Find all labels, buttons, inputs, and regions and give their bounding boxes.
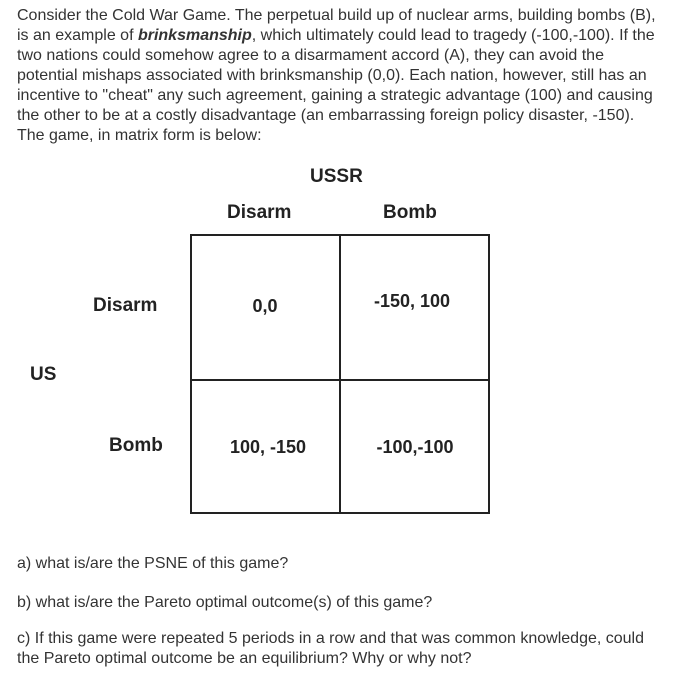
row-label-disarm: Disarm <box>93 295 158 316</box>
row-player-label: US <box>30 364 57 385</box>
question-c: c) If this game were repeated 5 periods in a row and that was common knowledge, could the Pareto optimal outcome be an equilibrium? Why or why not? <box>17 630 644 667</box>
matrix-horizontal-divider <box>190 379 490 381</box>
problem-text-part-1: Consider the Cold War Game. The perpetual build up of nuclear arms, building bombs (B), is an example of <box>17 7 656 44</box>
cell-disarm-disarm: 0,0 <box>252 296 278 316</box>
problem-statement <box>17 6 662 146</box>
emphasized-term: brinksmanship <box>137 27 252 44</box>
column-label-bomb: Bomb <box>383 202 437 223</box>
question-b: b) what is/are the Pareto optimal outcome(s) of this game? <box>17 594 433 611</box>
cell-bomb-disarm: 100, -150 <box>229 437 307 457</box>
question-a: a) what is/are the PSNE of this game? <box>17 555 289 572</box>
column-player-label: USSR <box>310 166 363 187</box>
row-label-bomb: Bomb <box>109 435 163 456</box>
column-label-disarm: Disarm <box>227 202 292 223</box>
cell-disarm-bomb: -150, 100 <box>373 291 451 311</box>
matrix-vertical-divider <box>339 234 341 514</box>
problem-text <box>17 6 662 146</box>
cell-bomb-bomb: -100,-100 <box>376 437 454 457</box>
problem-text-part-2: , which ultimately could lead to tragedy (-100,-100). If the two nations could somehow agree to a disarmament accord (A), they can avoid the potential mishaps associated with brinksmanship (0,0). Each nation, however, still has an incentive to "cheat" any such agreement, gaining a strategic advantage (100) and causing the other to be at a costly disadvantage (an embarrassing foreign policy disaster, -150). The game, in matrix form is below: <box>17 27 655 144</box>
